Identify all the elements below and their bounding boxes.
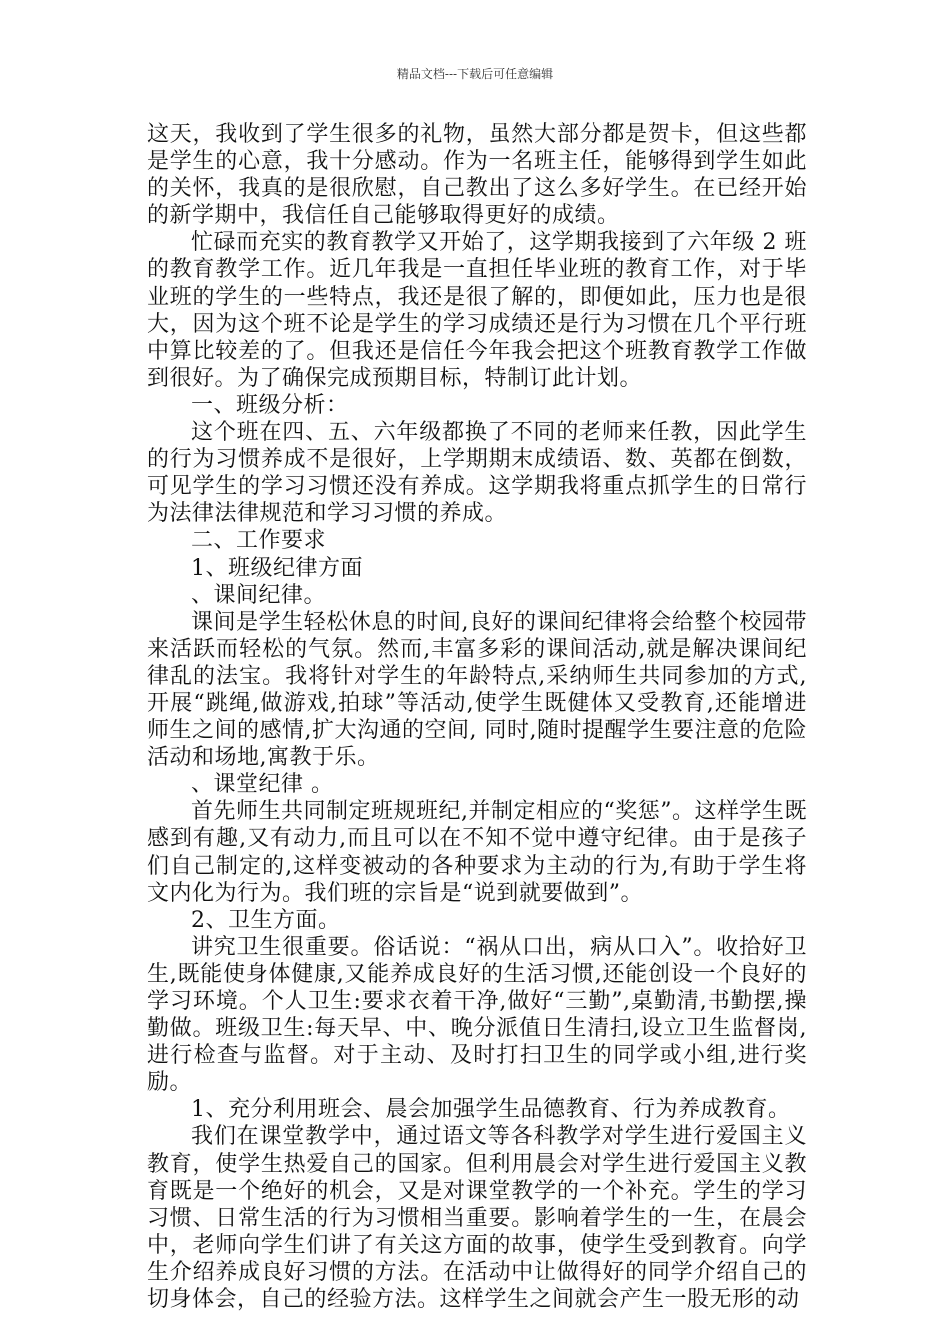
paragraph: 首先师生共同制定班规班纪,并制定相应的“奖惩”。这样学生既感到有趣,又有动力,而且可以在不知不觉中遵守纪律。由于是孩子们自己制定的,这样变被动的各种要求为主动的行为,有助于学生将文内化为行为。我们班的宗旨是“说到就要做到”。 — [147, 799, 807, 906]
section-heading: 二、工作要求 — [191, 528, 327, 554]
subsection-heading: 2、卫生方面。 — [191, 907, 341, 933]
page-header-watermark: 精品文档---下载后可任意编辑 — [396, 67, 554, 81]
paragraph: 忙碌而充实的教育教学又开始了，这学期我接到了六年级 2 班的教育教学工作。近几年我是一直担任毕业班的教育工作，对于毕业班的学生的一些特点，我还是很了解的，即便如此，压力也是很大，因为这个班不论是学生的学习成绩还是行为习惯在几个平行班中算比较差的了。但我还是信任今年我会把这个班教育教学工作做到很好。为了确保完成预期目标，特制订此计划。 — [147, 230, 807, 391]
subsection-heading: 、课间纪律。 — [191, 582, 327, 608]
subsection-heading: 、课堂纪律 。 — [191, 772, 334, 798]
paragraph: 我们在课堂教学中，通过语文等各科教学对学生进行爱国主义教育，使学生热爱自己的国家。但利用晨会对学生进行爱国主义教育既是一个绝好的机会，又是对课堂教学的一个补充。学生的学习习惯、日常生活的行为习惯相当重要。影响着学生的一生，在晨会中，老师向学生们讲了有关这方面的故事，使学生受到教育。向学生介绍养成良好习惯的方法。在活动中让做得好的同学介绍自己的切身体会，自己的经验方法。这样学生之间就会产生一股无形的动 — [147, 1124, 807, 1313]
subsection-heading: 1、班级纪律方面 — [191, 555, 363, 581]
document-body — [147, 121, 807, 1313]
section-heading: 一、班级分析： — [191, 392, 349, 418]
paragraph: 讲究卫生很重要。俗话说：“祸从口出，病从口入”。收拾好卫生,既能使身体健康,又能养成良好的生活习惯,还能创设一个良好的学习环境。个人卫生:要求衣着干净,做好“三勤”,桌勤清,书勤摆,操勤做。班级卫生:每天早、中、晚分派值日生清扫,设立卫生监督岗,进行检查与监督。对于主动、及时打扫卫生的同学或小组,进行奖励。 — [147, 934, 807, 1096]
subsection-heading: 1、充分利用班会、晨会加强学生品德教育、行为养成教育。 — [191, 1097, 791, 1123]
paragraph: 这天，我收到了学生很多的礼物，虽然大部分都是贺卡，但这些都是学生的心意，我十分感动。作为一名班主任，能够得到学生如此的关怀，我真的是很欣慰，自己教出了这么多好学生。在已经开始的新学期中，我信任自己能够取得更好的成绩。 — [147, 122, 807, 229]
paragraph: 课间是学生轻松休息的时间,良好的课间纪律将会给整个校园带来活跃而轻松的气氛。然而,丰富多彩的课间活动,就是解决课间纪律乱的法宝。我将针对学生的年龄特点,采纳师生共同参加的方式,开展“跳绳,做游戏,拍球”等活动,使学生既健体又受教育,还能增进师生之间的感情,扩大沟通的空间, 同时,随时提醒学生要注意的危险活动和场地,寓教于乐。 — [147, 609, 807, 771]
paragraph: 这个班在四、五、六年级都换了不同的老师来任教，因此学生的行为习惯养成不是很好，上学期期末成绩语、数、英都在倒数，可见学生的学习习惯还没有养成。这学期我将重点抓学生的日常行为法律法律规范和学习习惯的养成。 — [147, 420, 807, 527]
